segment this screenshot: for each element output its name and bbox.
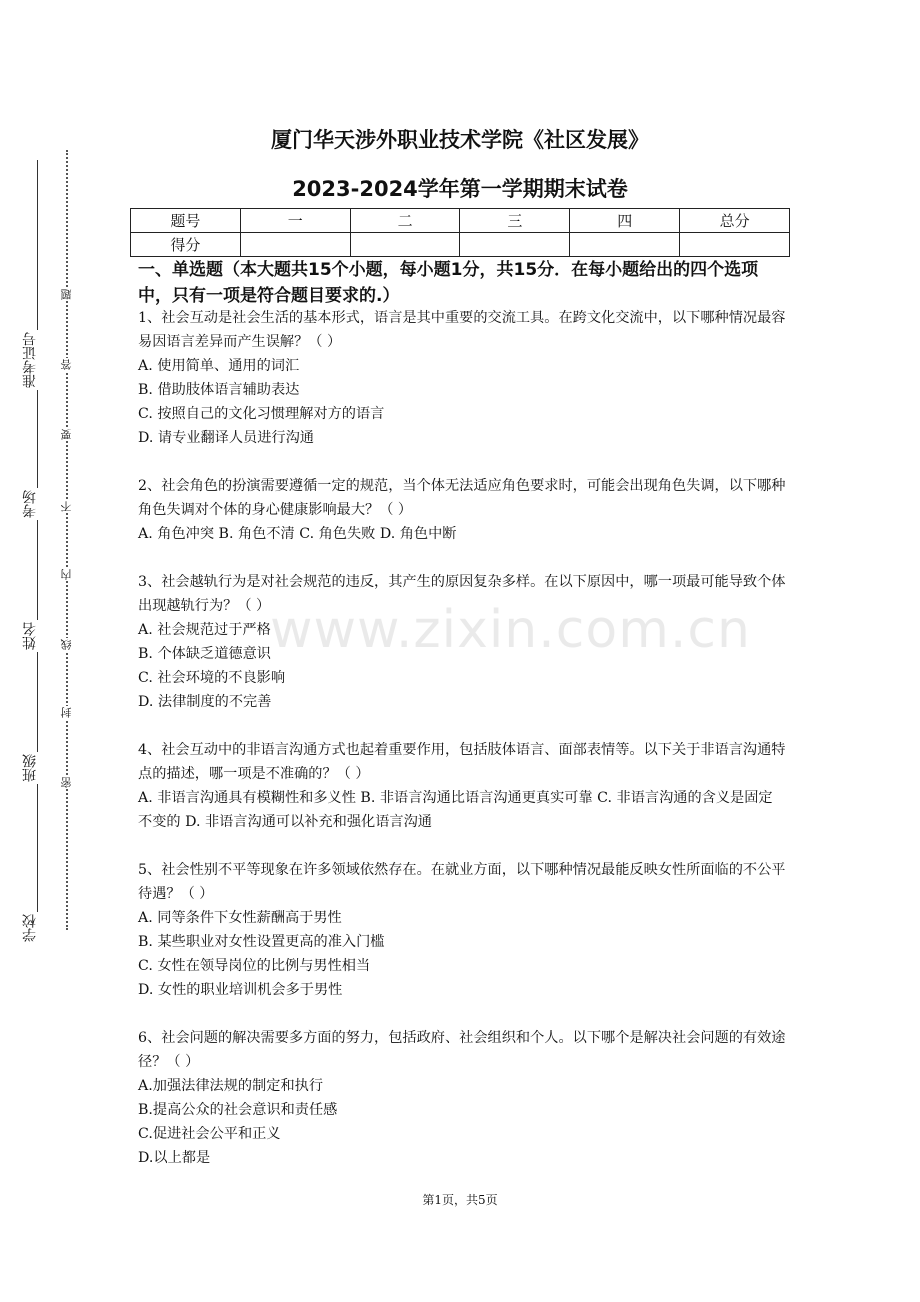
seal-dotted-line bbox=[66, 150, 68, 930]
question-option: C.促进社会公平和正义 bbox=[138, 1126, 281, 1142]
question-option: A. 角色冲突 B. 角色不清 C. 角色失败 D. 角色中断 bbox=[138, 526, 457, 542]
score-table bbox=[130, 208, 790, 257]
question-option: A. 社会规范过于严格 bbox=[138, 622, 271, 638]
watermark: www.zixin.com.cn bbox=[270, 600, 751, 660]
question-stem: 2、社会角色的扮演需要遵循一定的规范，当个体无法适应角色要求时，可能会出现角色失调，以下哪种角色失调对个体的身心健康影响最大？（ ） bbox=[138, 478, 786, 518]
question-option: D. 请专业翻译人员进行沟通 bbox=[138, 430, 314, 446]
question-option: C. 女性在领导岗位的比例与男性相当 bbox=[138, 958, 371, 974]
score-cell: 得分 bbox=[131, 233, 241, 257]
score-cell: 一 bbox=[240, 209, 350, 233]
question-stem: 1、社会互动是社会生活的基本形式，语言是其中重要的交流工具。在跨文化交流中，以下哪种情况最容易因语言差异而产生误解？（ ） bbox=[138, 310, 786, 350]
question-option: C. 按照自己的文化习惯理解对方的语言 bbox=[138, 406, 385, 422]
question-option: C. 社会环境的不良影响 bbox=[138, 670, 286, 686]
seal-char: 答 bbox=[60, 359, 73, 370]
question-stem: 3、社会越轨行为是对社会规范的违反，其产生的原因复杂多样。在以下原因中，哪一项最可能导致个体出现越轨行为？（ ） bbox=[138, 574, 786, 614]
score-entry-cell[interactable] bbox=[680, 233, 790, 257]
label-exam-number: 准考证号 bbox=[22, 332, 38, 388]
question-list bbox=[138, 306, 786, 1194]
question-option: D. 法律制度的不完善 bbox=[138, 694, 272, 710]
question-option: A.加强法律法规的制定和执行 bbox=[138, 1078, 324, 1094]
score-cell: 二 bbox=[350, 209, 460, 233]
label-exam-room: 考场 bbox=[22, 490, 38, 518]
score-entry-cell[interactable] bbox=[570, 233, 680, 257]
score-cell: 总分 bbox=[680, 209, 790, 233]
question-option: A. 非语言沟通具有模糊性和多义性 B. 非语言沟通比语言沟通更真实可靠 C. 非语言沟通的含义是固定不变的 D. 非语言沟通可以补充和强化语言沟通 bbox=[138, 790, 773, 830]
question-item bbox=[138, 306, 786, 450]
seal-char: 封 bbox=[60, 707, 73, 718]
question-option: B. 某些职业对女性设置更高的准入门槛 bbox=[138, 934, 385, 950]
question-item bbox=[138, 474, 786, 546]
question-stem: 4、社会互动中的非语言沟通方式也起着重要作用，包括肢体语言、面部表情等。以下关于非语言沟通特点的描述，哪一项是不准确的？（ ） bbox=[138, 742, 786, 782]
seal-char: 密 bbox=[60, 777, 73, 788]
score-cell: 题号 bbox=[131, 209, 241, 233]
question-option: A. 同等条件下女性薪酬高于男性 bbox=[138, 910, 342, 926]
seal-char: 内 bbox=[60, 569, 73, 580]
question-option: B.提高公众的社会意识和责任感 bbox=[138, 1102, 338, 1118]
seal-char: 要 bbox=[60, 429, 73, 440]
score-entry-cell[interactable] bbox=[350, 233, 460, 257]
seal-char: 题 bbox=[60, 289, 73, 300]
score-cell: 四 bbox=[570, 209, 680, 233]
question-item bbox=[138, 858, 786, 1002]
score-entry-cell[interactable] bbox=[240, 233, 350, 257]
seal-char: 线 bbox=[60, 639, 73, 650]
question-option: B. 借助肢体语言辅助表达 bbox=[138, 382, 300, 398]
question-stem: 6、社会问题的解决需要多方面的努力，包括政府、社会组织和个人。以下哪个是解决社会问题的有效途径？（ ） bbox=[138, 1030, 786, 1070]
score-cell: 三 bbox=[460, 209, 570, 233]
question-option: D. 女性的职业培训机会多于男性 bbox=[138, 982, 343, 998]
label-school: 学校 bbox=[22, 914, 38, 942]
exam-title: 厦门华天涉外职业技术学院《社区发展》 bbox=[271, 128, 649, 152]
label-name: 姓名 bbox=[22, 622, 38, 650]
label-class: 班级 bbox=[22, 754, 38, 782]
binding-line bbox=[37, 160, 38, 940]
question-option: D.以上都是 bbox=[138, 1150, 211, 1166]
score-entry-cell[interactable] bbox=[460, 233, 570, 257]
score-table-score-row bbox=[131, 233, 790, 257]
question-item bbox=[138, 1026, 786, 1170]
question-item bbox=[138, 738, 786, 834]
seal-char: 不 bbox=[60, 501, 73, 512]
question-stem: 5、社会性别不平等现象在许多领域依然存在。在就业方面，以下哪种情况最能反映女性所面临的不公平待遇？（ ） bbox=[138, 862, 786, 902]
question-option: A. 使用简单、通用的词汇 bbox=[138, 358, 300, 374]
question-option: B. 个体缺乏道德意识 bbox=[138, 646, 271, 662]
exam-subtitle: 2023-2024学年第一学期期末试卷 bbox=[292, 177, 628, 201]
page-footer: 第1页，共5页 bbox=[422, 1193, 498, 1207]
score-table-header-row bbox=[131, 209, 790, 233]
section-heading: 一、单选题（本大题共15个小题，每小题1分，共15分．在每小题给出的四个选项中，只有一项是符合题目要求的.） bbox=[138, 260, 759, 306]
